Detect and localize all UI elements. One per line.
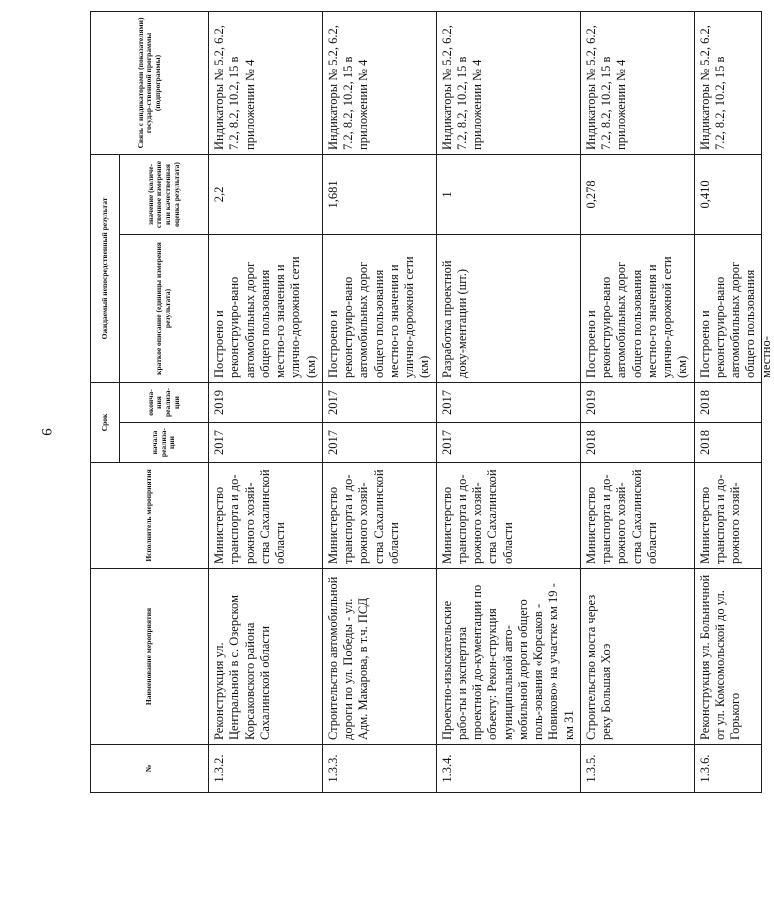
row-executor: Министерство транспорта и до-рожного хозяй-ства Сахалинской области — [209, 463, 323, 569]
row-value: 1 — [436, 154, 580, 234]
row-link: Индикаторы № 5.2, 6.2, 7.2, 8.2, 10.2, 15 в приложении № 4 — [322, 11, 436, 154]
row-name: Строительство автомобильной дороги по ул. Победы - ул. Адм. Макарова, в т.ч. ПСД — [322, 569, 436, 745]
row-num: 1.3.5. — [580, 745, 694, 793]
row-link: Индикаторы № 5.2, 6.2, 7.2, 8.2, 10.2, 15 в приложении № 4 — [436, 11, 580, 154]
row-desc-text: Построено и реконструиро-вано автомобильных дорог общего пользования местно- — [697, 261, 773, 378]
row-end-text: 2018 — [697, 390, 712, 415]
row-executor-text: Министерство транспорта и до-рожного хозяй- — [697, 474, 742, 564]
row-name: Реконструкция ул. Центральной в с. Озерском Корсаковского района Сахалинской области — [209, 569, 323, 745]
row-link: Индикаторы № 5.2, 6.2, 7.2, 8.2, 10.2, 15 в приложении № 4 — [580, 11, 694, 154]
table-row — [322, 11, 436, 792]
header-name: Наименование мероприятия — [91, 569, 209, 745]
row-num: 1.3.3. — [322, 745, 436, 793]
row-end: 2019 — [580, 382, 694, 422]
row-name — [694, 569, 761, 745]
row-value: 2,2 — [209, 154, 323, 234]
header-result: Ожидаемый непосредственный результат — [91, 154, 120, 382]
table-row — [436, 11, 580, 792]
row-end — [694, 382, 761, 422]
header-result-desc: краткое описание (единицы измерения результата) — [120, 234, 209, 382]
table-row — [209, 11, 323, 792]
header-term: Срок — [91, 382, 120, 462]
row-link-text: Индикаторы № 5.2, 6.2, 7.2, 8.2, 10.2, 15 в — [697, 25, 727, 150]
row-link: Индикаторы № 5.2, 6.2, 7.2, 8.2, 10.2, 15 в приложении № 4 — [209, 11, 323, 154]
header-num: № — [91, 745, 209, 793]
table-row — [694, 11, 761, 792]
row-start: 2017 — [436, 423, 580, 463]
row-end: 2017 — [436, 382, 580, 422]
row-executor: Министерство транспорта и до-рожного хозяй-ства Сахалинской области — [580, 463, 694, 569]
header-row-1 — [91, 11, 120, 792]
header-term-start: начала реализа-ции — [120, 423, 209, 463]
row-desc: Построено и реконструиро-вано автомобильных дорог общего пользования местно-го значения и улично-дорожной сети (км) — [580, 234, 694, 382]
row-desc: Построено и реконструиро-вано автомобильных дорог общего пользования местно-го значения и улично-дорожной сети (км) — [322, 234, 436, 382]
measures-table — [90, 11, 773, 793]
row-value-text: 0,410 — [697, 180, 712, 209]
row-start: 2017 — [322, 423, 436, 463]
row-num — [694, 745, 761, 793]
row-link — [694, 11, 761, 154]
row-start-text: 2018 — [697, 430, 712, 455]
header-result-value: значение (количе-ственное измерение или качественная оценка результата) — [120, 154, 209, 234]
document-sheet — [90, 10, 773, 793]
row-value: 1,681 — [322, 154, 436, 234]
rotated-page — [90, 10, 773, 793]
row-num: 1.3.4. — [436, 745, 580, 793]
page-number: 9 — [38, 428, 54, 436]
row-num-text: 1.3.6. — [697, 754, 712, 783]
row-executor: Министерство транспорта и до-рожного хозяй-ства Сахалинской области — [322, 463, 436, 569]
header-link: Связь с индикаторами (показателями) государ-ственной программы (подпрограммы) — [91, 11, 209, 154]
row-value: 0,278 — [580, 154, 694, 234]
row-start — [694, 423, 761, 463]
row-executor — [694, 463, 761, 569]
row-executor: Министерство транспорта и до-рожного хозяй-ства Сахалинской области — [436, 463, 580, 569]
header-term-end: оконча-ния реализа-ции — [120, 382, 209, 422]
header-executor: Исполнитель мероприятия — [91, 463, 209, 569]
row-value — [694, 154, 761, 234]
row-desc: Построено и реконструиро-вано автомобильных дорог общего пользования местно-го значения и улично-дорожной сети (км) — [209, 234, 323, 382]
row-start: 2017 — [209, 423, 323, 463]
row-end: 2017 — [322, 382, 436, 422]
row-name-text: Реконструкция ул. Больничной от ул. Комсомольской до ул. Горького — [697, 574, 742, 740]
row-num: 1.3.2. — [209, 745, 323, 793]
row-name: Строительство моста через реку Большая Хоэ — [580, 569, 694, 745]
row-desc — [694, 234, 773, 382]
row-end: 2019 — [209, 382, 323, 422]
row-name: Проектно-изыскательские рабо-ты и экспертиза проектной до-кументации по объекту: Рекон-струкция муниципальной авто-мобильной дороги общего поль-зования «Корсаков - Новиково» на участке км 19 - км 31 — [436, 569, 580, 745]
row-desc: Разработка проектной доку-ментации (шт.) — [436, 234, 580, 382]
row-start: 2018 — [580, 423, 694, 463]
table-row — [580, 11, 694, 792]
